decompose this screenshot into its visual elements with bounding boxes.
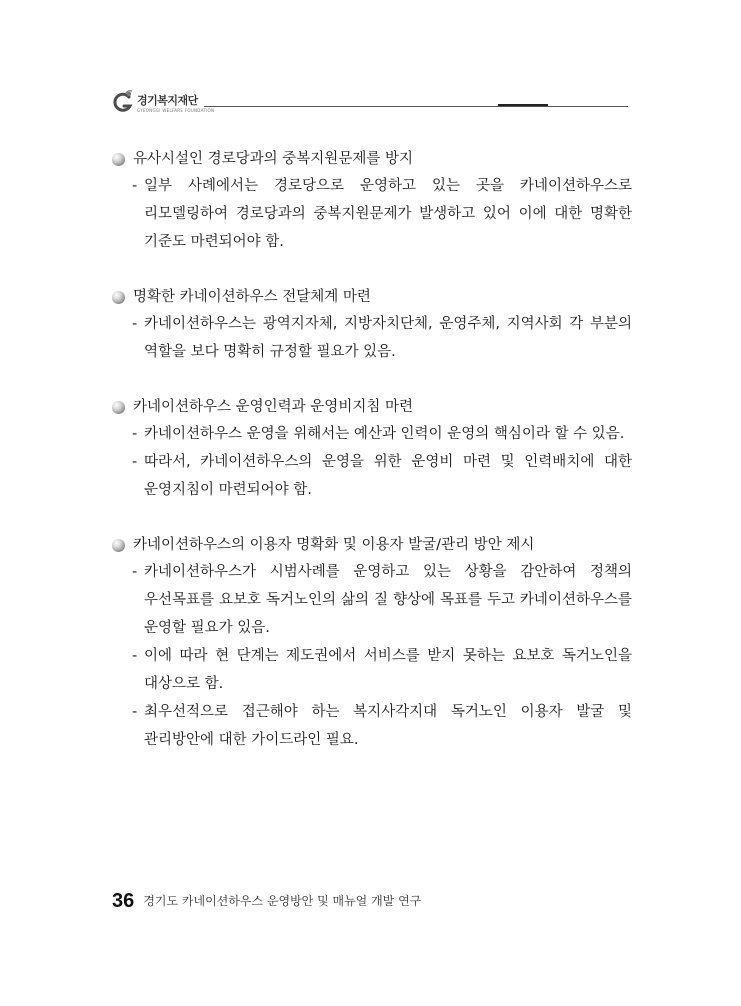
dash-marker: - [132,178,138,194]
org-subtitle: GYEONGGI WELFARE FOUNDATION [137,108,215,113]
list-item-text: 일부 사례에서는 경로당으로 운영하고 있는 곳을 카네이션하우스로 리모델링하여 경로당과의 중복지원문제가 발생하고 있어 이에 대한 명확한 기준도 마련되어야 함. [144,178,632,250]
section-duplicate-support [112,146,632,256]
list-item-text: 카네이션하우스가 시범사례를 운영하고 있는 상황을 감안하여 정책의 우선목표를 요보호 독거노인의 삶의 질 향상에 목표를 두고 카네이션하우스를 운영할 필요가 있음. [144,564,632,636]
dash-marker: - [132,648,138,664]
list-item [112,420,632,448]
list-item-text: 이에 따라 현 단계는 제도권에서 서비스를 받지 못하는 요보호 독거노인을 대상으로 함. [144,648,632,692]
list-item-text: 최우선적으로 접근해야 하는 복지사각지대 독거노인 이용자 발굴 및 관리방안에 대한 가이드라인 필요. [144,704,632,748]
dash-marker: - [132,704,138,720]
section-heading-text: 카네이션하우스의 이용자 명확화 및 이용자 발굴/관리 방안 제시 [133,537,535,553]
list-item [112,448,632,504]
item-list [112,172,632,256]
item-list [112,310,632,366]
item-list [112,420,632,504]
section-heading [112,394,632,420]
bullet-icon [112,153,125,166]
list-item [112,642,632,698]
main-content [112,146,632,754]
dash-marker: - [132,426,138,442]
dash-marker: - [132,316,138,332]
document-title: 경기도 카네이션하우스 운영방안 및 매뉴얼 개발 연구 [143,894,422,908]
foundation-logo-icon [112,90,134,114]
bullet-icon [112,291,125,304]
bullet-icon [112,539,125,552]
section-user-management [112,532,632,754]
header-divider-accent [498,104,548,106]
item-list [112,558,632,754]
page-header [112,88,628,120]
header-divider [204,106,628,107]
section-heading [112,284,632,310]
list-item [112,698,632,754]
section-delivery-system [112,284,632,366]
section-heading [112,532,632,558]
section-heading-text: 카네이션하우스 운영인력과 운영비지침 마련 [133,399,413,415]
org-name: 경기복지재단 [137,94,198,107]
list-item-text: 카네이션하우스 운영을 위해서는 예산과 인력이 운영의 핵심이라 할 수 있음. [144,426,625,442]
section-heading-text: 유사시설인 경로당과의 중복지원문제를 방지 [133,151,413,167]
bullet-icon [112,401,125,414]
list-item-text: 따라서, 카네이션하우스의 운영을 위한 운영비 마련 및 인력배치에 대한 운영지침이 마련되어야 함. [144,454,632,498]
section-staff-budget [112,394,632,504]
page-number: 36 [112,890,135,912]
list-item [112,172,632,256]
list-item [112,558,632,642]
section-heading [112,146,632,172]
dash-marker: - [132,454,138,470]
list-item-text: 카네이션하우스는 광역지자체, 지방자치단체, 운영주체, 지역사회 각 부분의 역할을 보다 명확히 규정할 필요가 있음. [144,316,632,360]
page-footer [112,890,421,913]
section-heading-text: 명확한 카네이션하우스 전달체계 마련 [133,289,371,305]
list-item [112,310,632,366]
dash-marker: - [132,564,138,580]
